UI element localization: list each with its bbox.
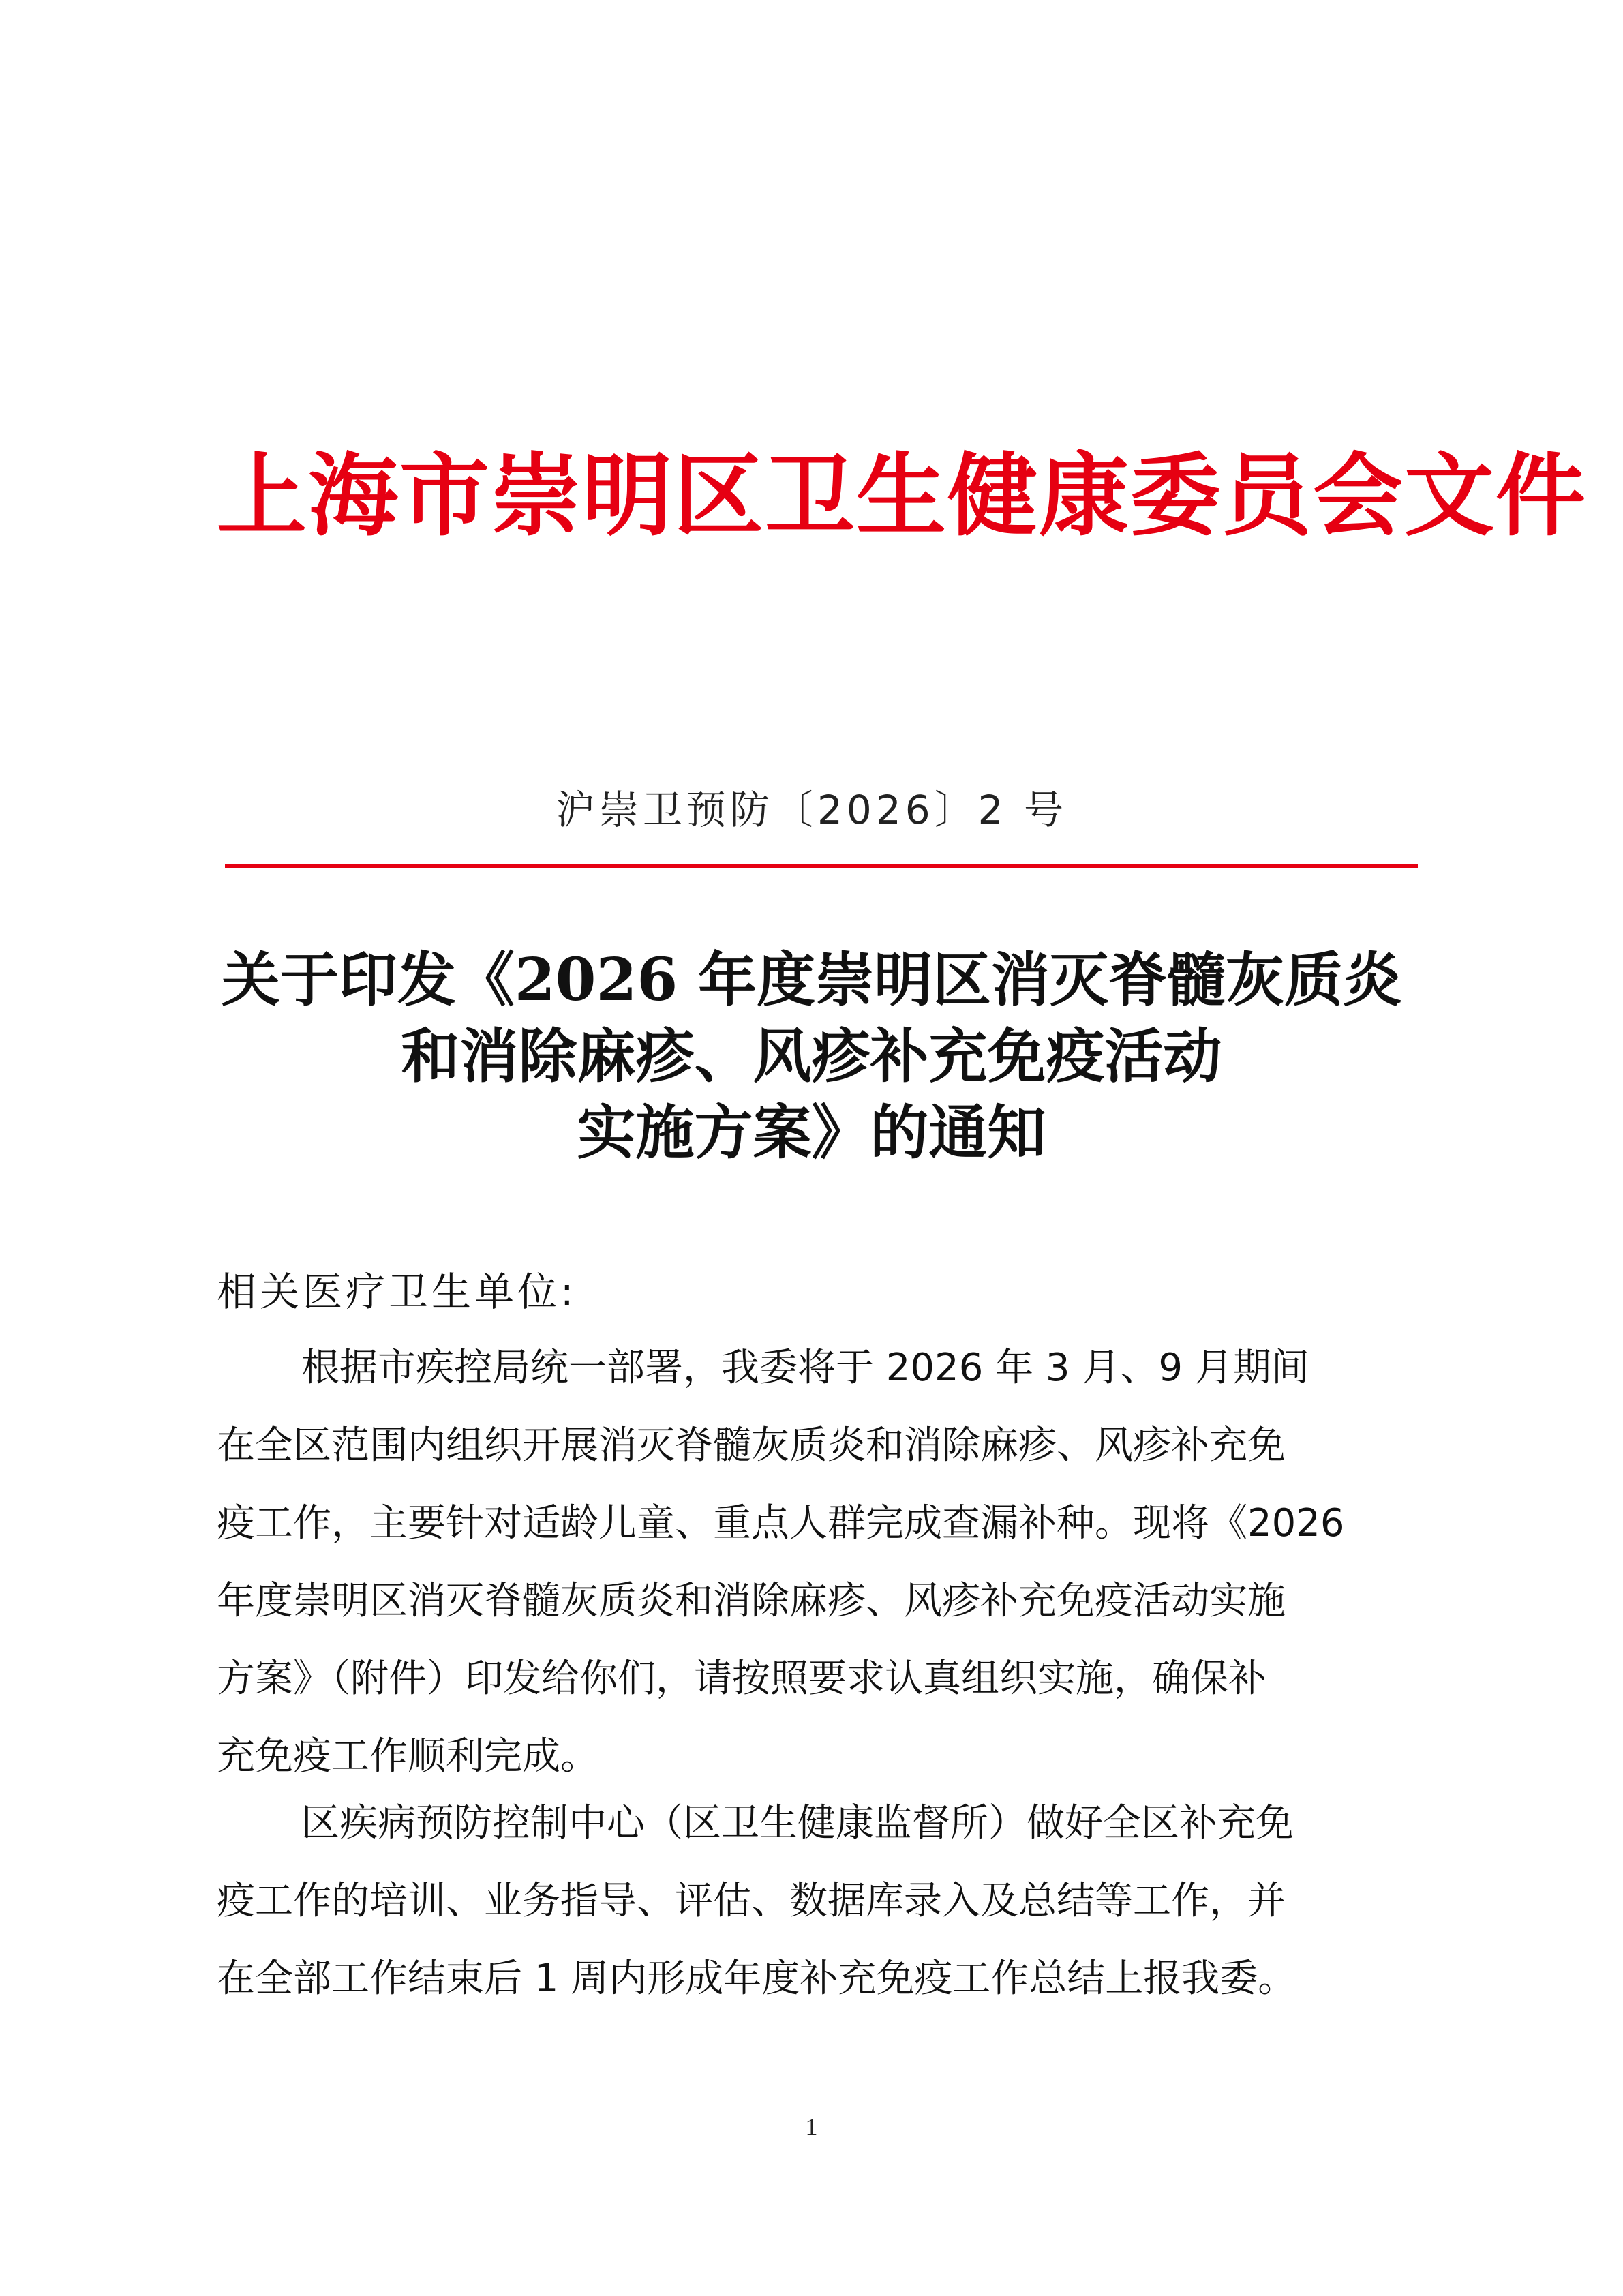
paragraph-1-line-4: 年度崇明区消灭脊髓灰质炎和消除麻疹、风疹补充免疫活动实施	[217, 1579, 1286, 1623]
document-number: 沪崇卫预防〔2026〕2 号	[556, 787, 1067, 833]
body-paragraph-1	[217, 1329, 1416, 1796]
paragraph-1-line-6: 充免疫工作顺利完成。	[217, 1734, 598, 1779]
paragraph-1-line-2: 在全区范围内组织开展消灭脊髓灰质炎和消除麻疹、风疹补充免	[217, 1423, 1286, 1468]
paragraph-2-line-3: 在全部工作结束后 1 周内形成年度补充免疫工作总结上报我委。	[217, 1957, 1296, 2001]
notice-title-line-2: 和消除麻疹、风疹补充免疫活动	[401, 1022, 1222, 1091]
page-number: 1	[805, 2113, 818, 2141]
paragraph-2-line-2: 疫工作的培训、业务指导、评估、数据库录入及总结等工作，并	[217, 1879, 1286, 1923]
paragraph-1-line-5: 方案》（附件）印发给你们，请按照要求认真组织实施，确保补	[217, 1657, 1266, 1701]
paragraph-1-line-3: 疫工作，主要针对适龄儿童、重点人群完成查漏补种。现将《2026	[217, 1501, 1345, 1545]
salutation: 相关医疗卫生单位:	[217, 1269, 577, 1315]
issuing-organization-title: 上海市崇明区卫生健康委员会文件	[217, 443, 1587, 549]
body-paragraph-2	[217, 1785, 1416, 2018]
paragraph-1-line-1: 根据市疾控局统一部署，我委将于 2026 年 3 月、9 月期间	[301, 1346, 1309, 1390]
red-divider-line	[225, 864, 1418, 868]
notice-title-line-1: 关于印发《2026 年度崇明区消灭脊髓灰质炎	[221, 946, 1402, 1014]
notice-title	[0, 942, 1623, 1171]
notice-title-line-3: 实施方案》的通知	[577, 1098, 1046, 1167]
paragraph-2-line-1: 区疾病预防控制中心（区卫生健康监督所）做好全区补充免	[301, 1801, 1294, 1845]
